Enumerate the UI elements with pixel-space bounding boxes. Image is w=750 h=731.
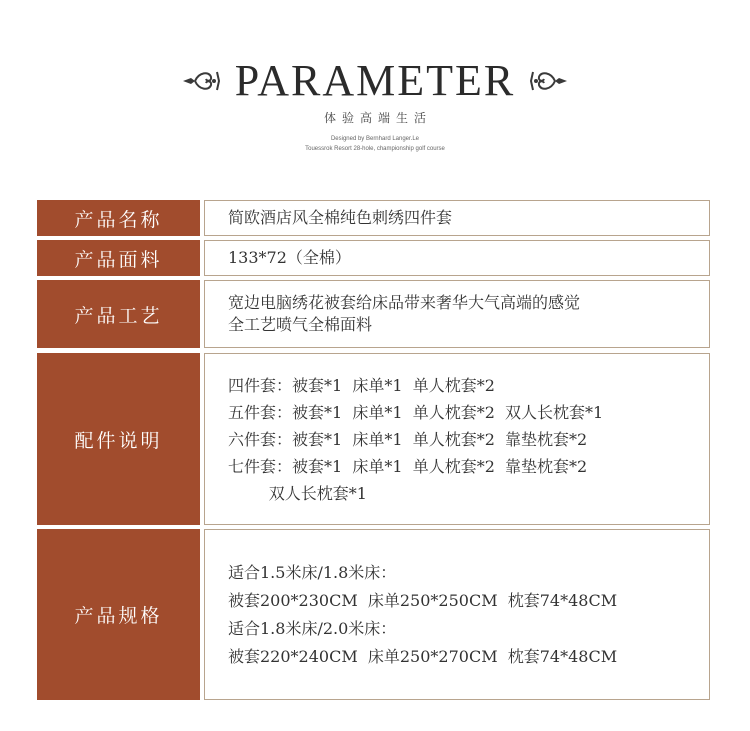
table-row-product-name — [37, 200, 712, 236]
title-row — [0, 55, 750, 107]
row-label: 产品工艺 — [37, 280, 200, 348]
row-value — [204, 280, 710, 348]
table-row-specs — [37, 529, 712, 700]
value-line: 适合1.5米床/1.8米床： — [228, 562, 397, 582]
row-value — [204, 353, 710, 525]
row-label: 配件说明 — [37, 353, 200, 525]
value-line: 适合1.8米床/2.0米床： — [228, 618, 397, 638]
flourish-ornament-left-icon — [181, 68, 225, 94]
table-row-fabric — [37, 240, 712, 276]
value-line: 双人长枕套*1 — [228, 483, 367, 503]
table-row-craft — [37, 280, 712, 348]
value-line: 六件套：被套*1 床单*1 单人枕套*2 靠垫枕套*2 — [228, 429, 588, 449]
header — [0, 55, 750, 154]
row-label: 产品名称 — [37, 200, 200, 236]
value-line: 133*72（全棉） — [228, 248, 351, 267]
value-line: 被套200*230CM 床单250*250CM 枕套74*48CM — [228, 590, 618, 610]
subtitle: 体验高端生活 — [323, 111, 432, 125]
flourish-ornament-right-icon — [525, 68, 569, 94]
value-line: 四件套：被套*1 床单*1 单人枕套*2 — [228, 375, 495, 395]
row-value — [204, 529, 710, 700]
value-line: 五件套：被套*1 床单*1 单人枕套*2 双人长枕套*1 — [228, 402, 604, 422]
row-value — [204, 240, 710, 276]
row-value — [204, 200, 710, 236]
row-label: 产品面料 — [37, 240, 200, 276]
value-line: 被套220*240CM 床单250*270CM 枕套74*48CM — [228, 646, 618, 666]
value-line: 全工艺喷气全棉面料 — [228, 315, 373, 334]
credit-line: Touessrok Resort 28-hole, championship golf course — [305, 146, 445, 152]
value-line: 宽边电脑绣花被套给床品带来奢华大气高端的感觉 — [228, 293, 581, 312]
value-line: 简欧酒店风全棉纯色刺绣四件套 — [228, 208, 453, 227]
credit-line: Designed by Bernhard Langer.Le — [330, 136, 420, 142]
page-title: PARAMETER — [234, 56, 516, 105]
table-row-accessories — [37, 353, 712, 525]
value-line: 七件套：被套*1 床单*1 单人枕套*2 靠垫枕套*2 — [228, 456, 588, 476]
row-label: 产品规格 — [37, 529, 200, 700]
